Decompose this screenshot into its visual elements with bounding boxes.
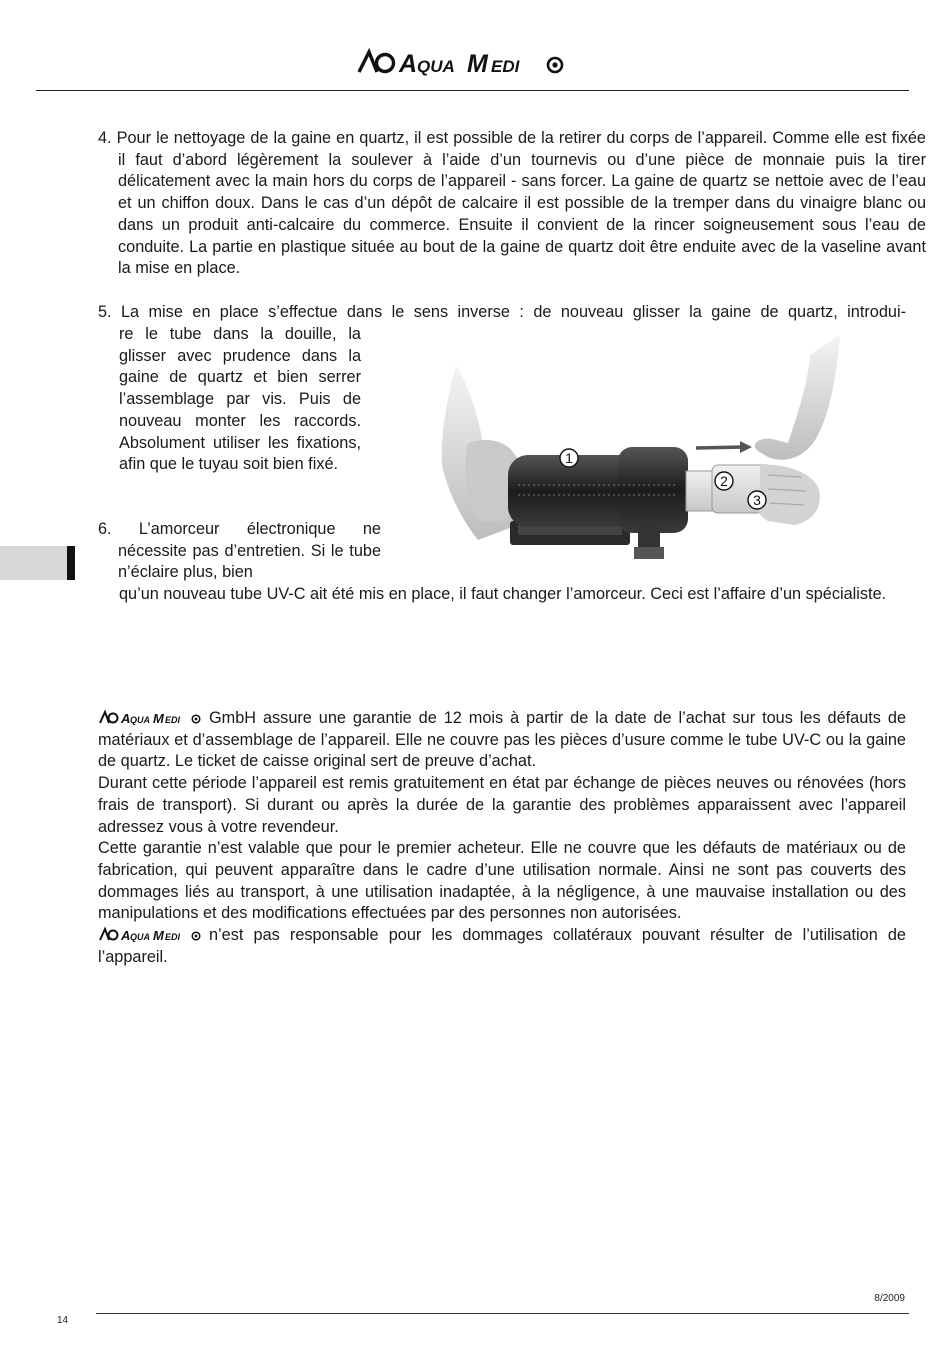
aqua-medic-inline-logo <box>98 709 203 725</box>
warranty-paragraph-2: Durant cette période l’appareil est remis gratuitement en état par échange de pièces neuves ou rénovées (hors frais de transport). Si durant ou après la durée de la garantie des problèmes apparaissent avec l’appareil adressez vous à votre revendeur. <box>98 774 906 836</box>
page-number: 14 <box>57 1315 69 1326</box>
svg-text:A: A <box>121 711 131 725</box>
svg-text:QUA: QUA <box>130 715 150 725</box>
svg-text:QUA: QUA <box>417 57 455 76</box>
warranty-text-4: n’est pas responsable pour les dommages collatéraux pouvant résulter de l’utilisation de l’appareil. <box>98 926 906 966</box>
svg-text:EDI: EDI <box>165 715 181 725</box>
instruction-item-5-first-line: 5. La mise en place s’effectue dans le sens inverse : de nouveau glisser la gaine de quartz, introdui- <box>98 303 906 321</box>
language-tab <box>0 546 67 580</box>
warranty-paragraph-4 <box>98 925 906 968</box>
footer-rule <box>96 1313 909 1314</box>
svg-text:EDI: EDI <box>491 57 520 76</box>
svg-text:EDI: EDI <box>165 932 181 943</box>
instruction-item-5-continued: re le tube dans la douille, la glisser avec prudence dans la gaine de quartz et bien serrer l’assemblage par vis. Puis de nouveau monter les raccords. Absolument utiliser les fixations, afin que le tuyau soit bien fixé. <box>119 325 361 474</box>
device-assembly-photo <box>438 325 840 580</box>
warranty-paragraph-1 <box>98 708 906 773</box>
aqua-medic-logo <box>355 46 570 76</box>
instruction-item-6-start: 6. L’amorceur électronique ne nécessite pas d’entretien. Si le tube n’éclaire plus, bien <box>98 520 381 582</box>
svg-text:2: 2 <box>720 473 728 489</box>
language-tab-marker <box>67 546 75 580</box>
svg-text:1: 1 <box>565 450 573 466</box>
svg-text:A: A <box>121 928 131 943</box>
instruction-item-6-continued: qu’un nouveau tube UV-C ait été mis en place, il faut changer l’amorceur. Ceci est l’affaire d’un spécialiste. <box>119 585 887 603</box>
svg-text:M: M <box>153 711 164 725</box>
warranty-paragraph-3: Cette garantie n’est valable que pour le premier acheteur. Elle ne couvre que les défauts de matériaux ou de fabrication, qui peuvent apparaître dans le cadre d’une utilisation normale. Ainsi ne sont pas couverts des dommages liés au transport, à une utilisation inadaptée, à la négligence, à une mauvaise installation ou des manipulations et des modifications effectuées par des personnes non autorisées. <box>98 839 906 923</box>
svg-text:QUA: QUA <box>130 932 150 943</box>
aqua-medic-inline-logo <box>98 926 203 942</box>
callout-3 <box>748 491 766 509</box>
svg-text:A: A <box>399 50 418 76</box>
svg-text:3: 3 <box>753 492 761 508</box>
svg-text:M: M <box>153 928 164 943</box>
callout-2 <box>715 472 733 490</box>
instruction-item-4: 4. Pour le nettoyage de la gaine en quartz, il est possible de la retirer du corps de l’appareil. Comme elle est fixée il faut d’abord légèrement la soulever à l’aide d’un tournevis ou d’une pièce de monnaie puis la tirer délicatement avec la main hors du corps de l’appareil - sans forcer. La gaine de quartz se nettoie avec de l’eau et un chiffon doux. Dans le cas d’un dépôt de calcaire il est possible de la tremper dans du vinaigre blanc ou dans un produit anti-calcaire du commerce. Ensuite il convient de la rincer soigneusement sous l’eau de conduite. La partie en plastique située au bout de la gaine de quartz doit être enduite avec de la vaseline avant la mise en place. <box>98 129 926 278</box>
header-rule <box>36 90 909 91</box>
warranty-text-1: GmbH assure une garantie de 12 mois à partir de la date de l’achat sur tous les défauts de matériaux et d’assemblage de l’appareil. Elle ne couvre pas les pièces d’usure comme le tube UV-C ou la gaine de quartz. Le ticket de caisse original sert de preuve d’achat. <box>98 709 906 771</box>
callout-1 <box>560 449 578 467</box>
svg-text:M: M <box>467 50 488 76</box>
revision-date: 8/2009 <box>874 1293 905 1304</box>
warranty-section <box>98 708 906 968</box>
